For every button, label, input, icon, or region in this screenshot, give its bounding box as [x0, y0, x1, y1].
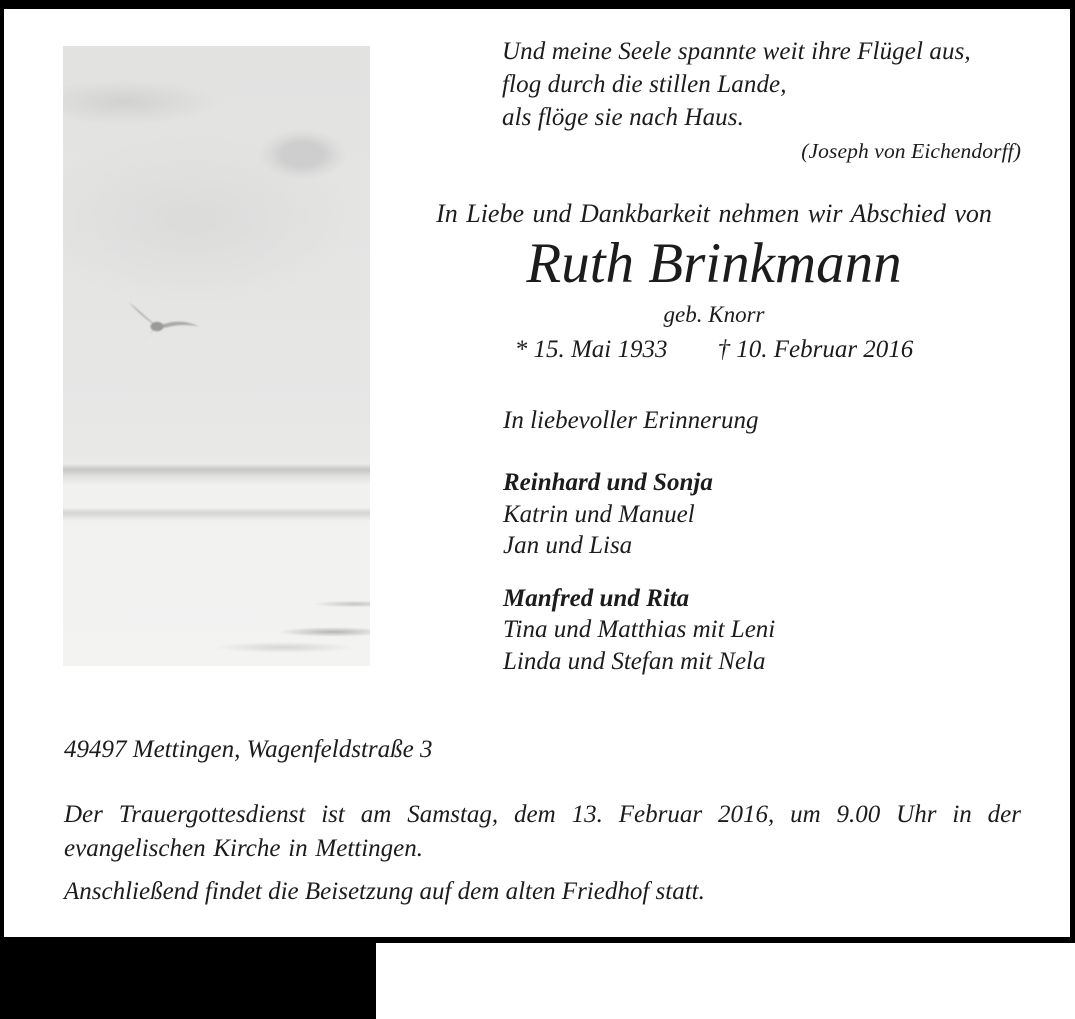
poem-line: Und meine Seele spannte weit ihre Flügel aus, — [502, 38, 971, 65]
redacted-block — [0, 943, 376, 1019]
remembrance-line: In liebevoller Erinnerung — [503, 407, 759, 434]
memorial-photo — [63, 46, 370, 666]
mourner-name: Reinhard und Sonja — [503, 469, 713, 496]
mourner-name: Katrin und Manuel — [503, 500, 695, 528]
mourner-name: Tina und Matthias mit Leni — [503, 616, 776, 643]
mourners-group — [503, 467, 1023, 562]
poem-line: flog durch die stillen Lande, — [502, 71, 787, 98]
maiden-name: geb. Knorr — [663, 302, 765, 327]
mourners-group — [503, 583, 1023, 678]
mourners-list — [503, 467, 1023, 677]
poem-attribution: (Joseph von Eichendorff) — [801, 139, 1021, 163]
mourner-name: Jan und Lisa — [503, 532, 633, 559]
deceased-name: Ruth Brinkmann — [526, 232, 902, 295]
farewell-intro: In Liebe und Dankbarkeit nehmen wir Abschied von — [436, 199, 992, 228]
mourner-name: Linda und Stefan mit Nela — [503, 647, 766, 675]
birth-date: * 15. Mai 1933 — [514, 336, 668, 363]
address-line: 49497 Mettingen, Wagenfeldstraße 3 — [64, 736, 433, 763]
life-dates — [384, 333, 1044, 366]
burial-line: Anschließend findet die Beisetzung auf dem alten Friedhof statt. — [64, 878, 705, 905]
seagull-icon — [119, 301, 201, 341]
poem — [502, 35, 1021, 166]
service-paragraph: Der Trauergottesdienst ist am Samstag, dem 13. Februar 2016, um 9.00 Uhr in der evangelischen Kirche in Mettingen. — [64, 801, 1021, 862]
mourner-name: Manfred und Rita — [503, 584, 690, 612]
death-date: † 10. Februar 2016 — [717, 336, 914, 363]
poem-line: als flöge sie nach Haus. — [502, 104, 744, 131]
